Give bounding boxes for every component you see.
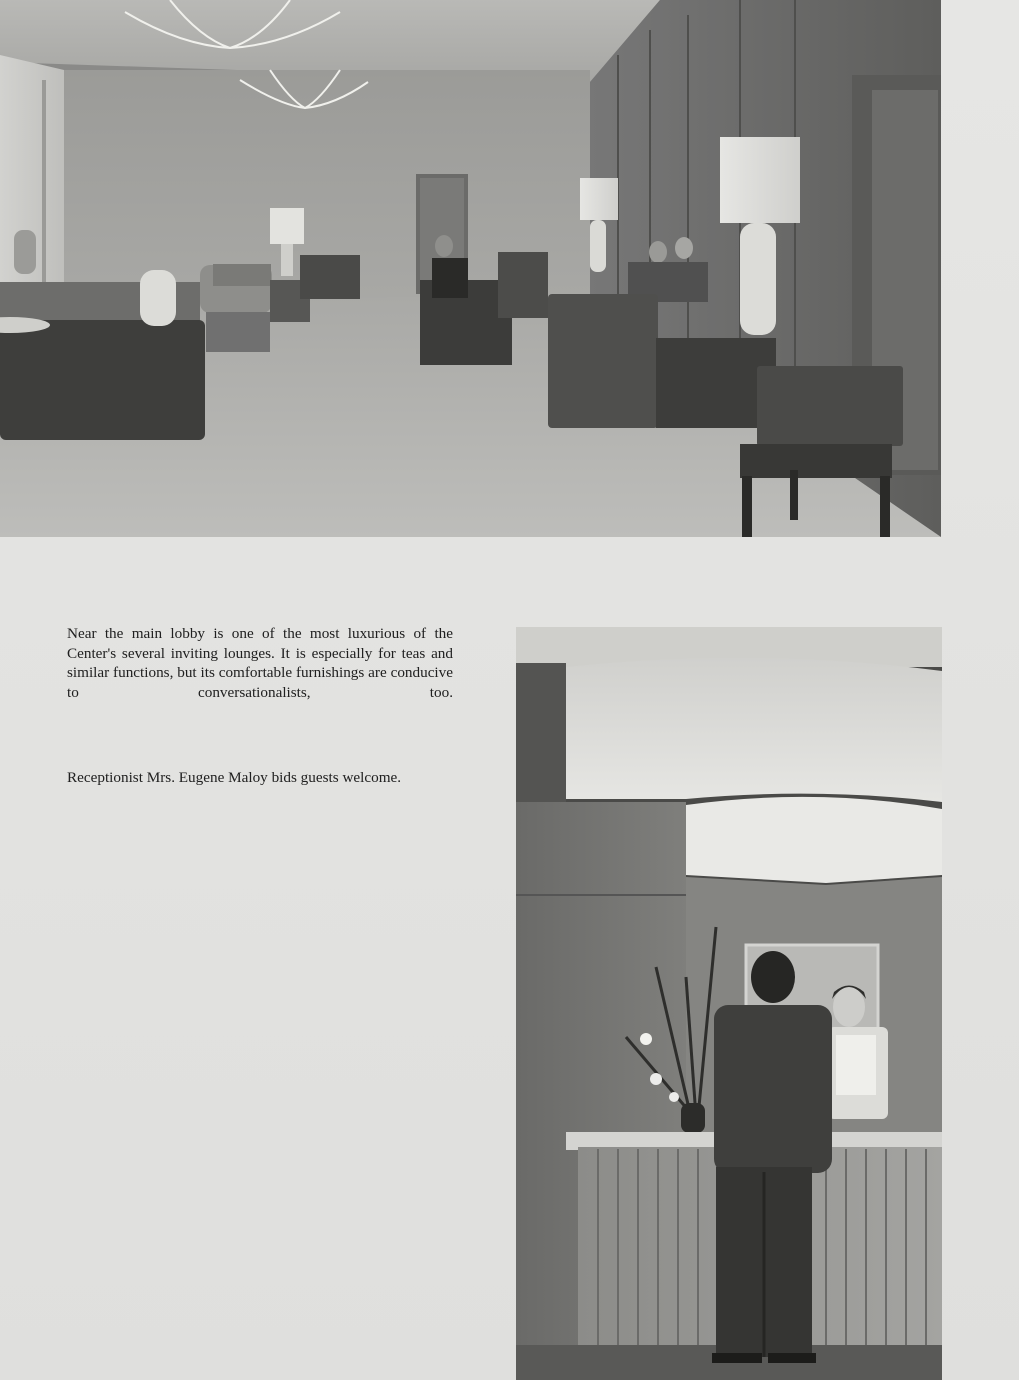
reception-caption: Receptionist Mrs. Eugene Maloy bids guests welcome. (67, 769, 402, 786)
reception-photograph (516, 627, 942, 1380)
lounge-photograph (0, 0, 941, 537)
lounge-caption: Near the main lobby is one of the most luxurious of the Center's several inviting lounges. It is especially for teas and similar functions, but its comfortable furnishings are conducive to conversationalists, too. (67, 625, 453, 701)
